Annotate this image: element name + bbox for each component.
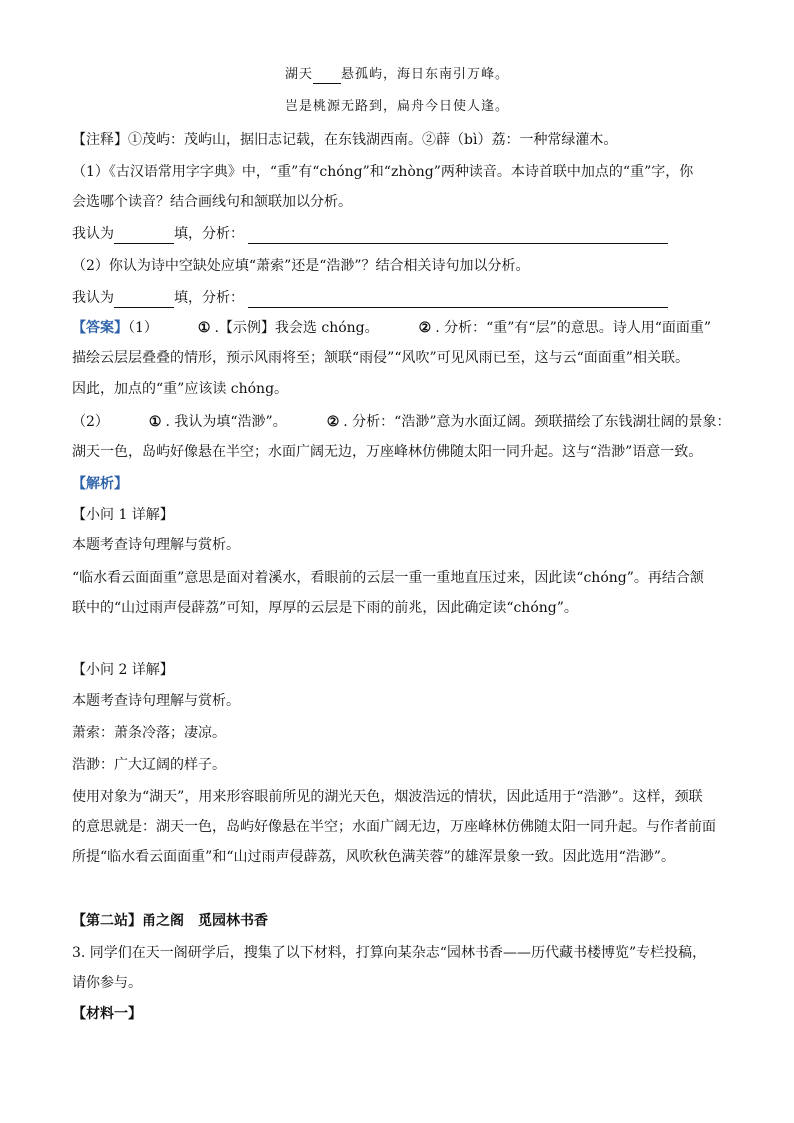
analysis-text: 所提“临水看云面面重”和“山过雨声侵薜荔，风吹秋色满芙蓉”的雄浑景象一致。因此选用“浩渺”。 [72,849,675,865]
answer-line-2: 描绘云层层叠叠的情形，预示风雨将至；颔联“雨侵”“风吹”可见风雨已至，这与云“面面重”相关联。 [72,350,689,366]
analysis-blank [248,229,668,244]
marker: ① [197,320,211,336]
poem-line-1 [0,66,794,84]
answer-line-4 [72,412,730,432]
answer-part-number: （2） [72,414,109,430]
analysis-text: 联中的“山过雨声侵薜荔”可知，厚厚的云层是下雨的前兆，因此确定读“chóng”。 [72,600,578,616]
analysis-text: 本题考查诗句理解与赏析。 [72,537,240,553]
poem-blank [313,69,341,84]
answer-part-number: （1） [128,320,158,336]
question-3-line-2: 请你参与。 [72,975,142,991]
analysis-text: 浩渺：广大辽阔的样子。 [72,757,226,773]
marker: ② [418,320,432,336]
analysis-text: 使用对象为“湖天”，用来形容眼前所见的湖光天色，烟波浩远的情状，因此适用于“浩渺”。这样，颈联 [72,789,703,805]
answer-text: . 分析：“重”有“层”的意思。诗人用“面面重” [435,320,712,336]
answer-text: .【示例】我会选 chóng。 [214,320,379,336]
answer-text: . 分析：“浩渺”意为水面辽阔。颈联描绘了东钱湖壮阔的景象： [343,414,731,430]
fill-prefix: 我认为 [72,226,114,242]
question-2-answer-line [72,288,668,308]
question-1-answer-line [72,224,668,244]
answer-line-1 [72,318,711,338]
material-heading: 【材料一】 [72,1006,142,1022]
fill-prefix: 我认为 [72,290,114,306]
answer-label: 【答案】 [72,320,128,336]
question-3-line-1: 3. 同学们在天一阁研学后，搜集了以下材料，打算向某杂志“园林书香——历代藏书楼博览”专栏投稿， [72,945,707,961]
analysis-text: “临水看云面面重”意思是面对着溪水，看眼前的云层一重一重地直压过来，因此读“chóng”。再结合颔 [72,570,704,586]
fill-blank [114,293,174,308]
question-1-line-1: （1）《古汉语常用字字典》中，“重”有“chóng”和“zhòng”两种读音。本诗首联中加点的“重”字，你 [72,164,694,180]
analysis-label: 【解析】 [72,476,128,492]
question-2-line-1: （2）你认为诗中空缺处应填“萧索”还是“浩渺”？结合相关诗句加以分析。 [72,258,530,274]
poem-text: 悬孤屿，海日东南引万峰。 [341,67,510,82]
answer-text: . 我认为填“浩渺”。 [165,414,287,430]
sub-question-2-heading: 【小问 2 详解】 [72,662,174,678]
poem-line-2: 岂是桃源无路到，扁舟今日使人逢。 [284,99,509,114]
note: 【注释】①茂屿：茂屿山，据旧志记载，在东钱湖西南。②薜（bì）荔：一种常绿灌木。 [72,132,618,148]
answer-line-3: 因此，加点的“重”应该读 chóng。 [72,381,289,397]
marker: ① [148,414,162,430]
analysis-blank [248,293,668,308]
answer-line-5: 湖天一色，岛屿好像悬在半空；水面广阔无边，万座峰林仿佛随太阳一同升起。这与“浩渺”语意一致。 [72,444,703,460]
analysis-text: 本题考查诗句理解与赏析。 [72,693,240,709]
poem-text: 湖天 [284,67,313,82]
analysis-text: 萧索：萧条冷落；凄凉。 [72,725,226,741]
sub-question-1-heading: 【小问 1 详解】 [72,507,174,523]
fill-suffix: 填，分析： [174,226,244,242]
analysis-text: 的意思就是：湖天一色，岛屿好像悬在半空；水面广阔无边，万座峰林仿佛随太阳一同升起。与作者前面 [72,819,716,835]
section-heading: 【第二站】甬之阁 觅园林书香 [72,913,268,929]
question-1-line-2: 会选哪个读音？结合画线句和颔联加以分析。 [72,194,352,210]
marker: ② [326,414,340,430]
fill-blank [114,229,174,244]
fill-suffix: 填，分析： [174,290,244,306]
